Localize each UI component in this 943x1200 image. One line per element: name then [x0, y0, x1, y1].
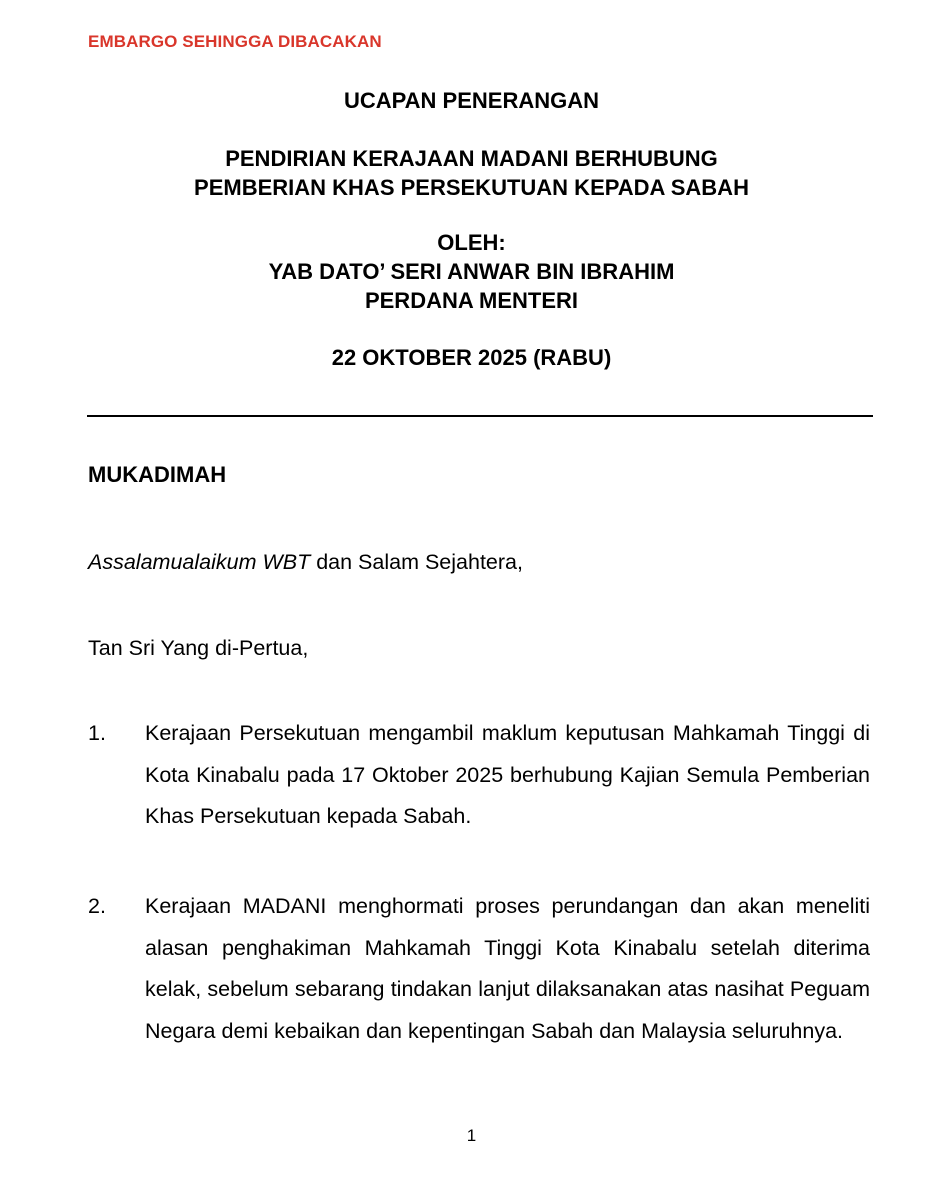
greeting: [88, 547, 523, 577]
greeting-rest: dan Salam Sejahtera,: [310, 550, 523, 574]
by-label: OLEH:: [437, 230, 506, 255]
salutation: Tan Sri Yang di-Pertua,: [88, 636, 309, 660]
paragraph-2: [88, 886, 870, 1052]
paragraph-number: 1.: [88, 721, 106, 745]
embargo-notice: EMBARGO SEHINGGA DIBACAKAN: [88, 32, 382, 51]
title-line-2: PEMBERIAN KHAS PERSEKUTUAN KEPADA SABAH: [194, 175, 749, 200]
page-number: 1: [466, 1126, 477, 1145]
divider-line: [87, 415, 873, 417]
section-heading: MUKADIMAH: [88, 462, 227, 487]
document-type: UCAPAN PENERANGAN: [343, 88, 600, 113]
speech-date: 22 OKTOBER 2025 (RABU): [331, 345, 612, 370]
paragraph-1: [88, 713, 870, 838]
speaker-name: YAB DATO’ SERI ANWAR BIN IBRAHIM: [268, 259, 675, 284]
speaker-title: PERDANA MENTERI: [364, 288, 579, 313]
paragraph-text: Kerajaan MADANI menghormati proses perundangan dan akan meneliti alasan penghakiman Mahkamah Tinggi Kota Kinabalu setelah diterima kelak, sebelum sebarang tindakan lanjut dilaksanakan atas nasihat Peguam Negara demi kebaikan dan kepentingan Sabah dan Malaysia seluruhnya.: [145, 894, 870, 1043]
paragraph-text: Kerajaan Persekutuan mengambil maklum keputusan Mahkamah Tinggi di Kota Kinabalu pada 17 Oktober 2025 berhubung Kajian Semula Pemberian Khas Persekutuan kepada Sabah.: [145, 721, 870, 828]
paragraph-number: 2.: [88, 894, 106, 918]
greeting-italic: Assalamualaikum WBT: [88, 550, 311, 574]
title-line-1: PENDIRIAN KERAJAAN MADANI BERHUBUNG: [225, 146, 718, 171]
